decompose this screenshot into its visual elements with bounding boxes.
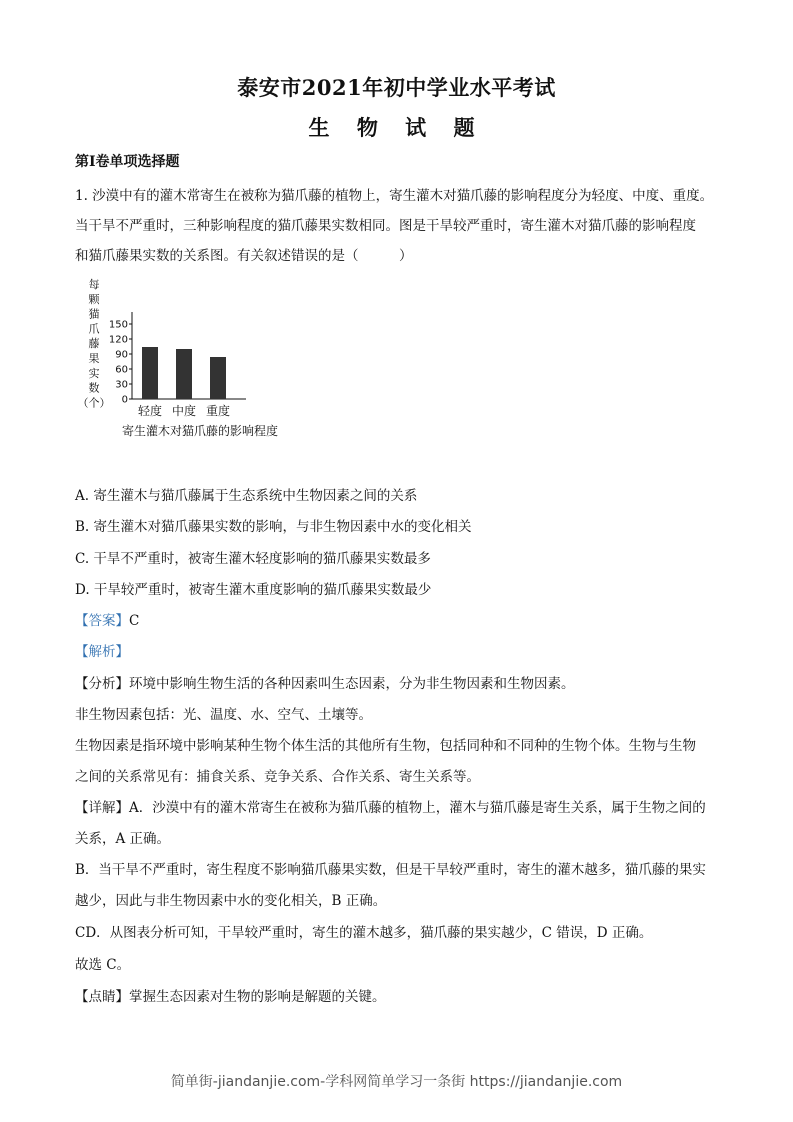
y-tick-label: 90 xyxy=(115,349,128,361)
dianjing-tag: 【点睛】 xyxy=(75,989,129,1005)
answer-tag: 【答案】 xyxy=(75,613,129,629)
detail-line-3: B．当干旱不严重时，寄生程度不影响猫爪藤果实数，但是干旱较严重时，寄生的灌木越多，猫爪藤的果实 xyxy=(75,862,706,878)
y-tick-label: 30 xyxy=(115,379,128,391)
xiangjie-tag: 【详解】 xyxy=(75,800,129,816)
y-axis-label-char: 实 xyxy=(88,366,100,380)
detail-line-1 xyxy=(75,796,706,816)
x-tick-label: 轻度 xyxy=(137,404,163,418)
bar xyxy=(142,347,158,399)
option-c: C. 干旱不严重时，被寄生灌木轻度影响的猫爪藤果实数最多 xyxy=(75,551,431,567)
analysis-line-4: 之间的关系常见有：捕食关系、竞争关系、合作关系、寄生关系等。 xyxy=(75,769,480,785)
y-axis-label-char: 数 xyxy=(88,381,100,395)
y-axis-label-char: 爪 xyxy=(88,322,100,336)
y-tick-label: 150 xyxy=(108,319,128,331)
analysis-fenxi xyxy=(75,672,575,692)
option-d: D. 干旱较严重时，被寄生灌木重度影响的猫爪藤果实数最少 xyxy=(75,582,432,598)
y-axis-label-char: 藤 xyxy=(88,337,100,351)
question-line-3: 和猫爪藤果实数的关系图。有关叙述错误的是（ ） xyxy=(75,248,413,264)
dianjing-text: 掌握生态因素对生物的影响是解题的关键。 xyxy=(129,989,386,1005)
section-heading: 第Ⅰ卷单项选择题 xyxy=(75,154,180,170)
bar xyxy=(210,357,226,399)
x-axis-title: 寄生灌木对猫爪藤的影响程度 xyxy=(121,424,279,438)
footer-watermark: 简单街-jiandanjie.com-学科网简单学习一条街 https://jiandanjie.com xyxy=(170,1074,623,1090)
analysis-tag: 【解析】 xyxy=(75,644,129,660)
dianjing-line xyxy=(75,985,386,1005)
y-axis-label-char: 猫 xyxy=(88,307,100,321)
detail-line-4: 越少，因此与非生物因素中水的变化相关，B 正确。 xyxy=(75,893,387,909)
fenxi-tag: 【分析】 xyxy=(75,676,129,692)
exam-subtitle: 生 物 试 题 xyxy=(308,115,485,140)
detail-text-1: A．沙漠中有的灌木常寄生在被称为猫爪藤的植物上，灌木与猫爪藤是寄生关系，属于生物之间的 xyxy=(129,800,706,816)
fenxi-text: 环境中影响生物生活的各种因素叫生态因素，分为非生物因素和生物因素。 xyxy=(129,676,575,692)
y-tick-label: 120 xyxy=(108,334,128,346)
y-axis-label-char: 果 xyxy=(88,352,100,365)
y-axis-label-char: 每 xyxy=(88,278,100,291)
bar-chart xyxy=(70,272,290,442)
x-tick-label: 重度 xyxy=(205,404,231,418)
y-axis-label-char: （个） xyxy=(77,396,111,410)
answer-value: C xyxy=(129,613,140,629)
x-tick-label: 中度 xyxy=(171,404,197,418)
option-b: B. 寄生灌木对猫爪藤果实数的影响，与非生物因素中水的变化相关 xyxy=(75,519,472,535)
y-tick-label: 60 xyxy=(115,364,128,376)
detail-line-6: 故选 C。 xyxy=(75,957,131,973)
detail-line-5: CD．从图表分析可知，干旱较严重时，寄生的灌木越多，猫爪藤的果实越少，C 错误，D 正确。 xyxy=(75,925,653,941)
detail-line-2: 关系，A 正确。 xyxy=(75,831,171,847)
option-a: A. 寄生灌木与猫爪藤属于生态系统中生物因素之间的关系 xyxy=(75,488,418,504)
y-axis-label-char: 颗 xyxy=(88,292,100,306)
bar xyxy=(176,349,192,399)
question-line-1: 1. 沙漠中有的灌木常寄生在被称为猫爪藤的植物上，寄生灌木对猫爪藤的影响程度分为轻度、中度、重度。 xyxy=(75,188,714,204)
question-line-2: 当干旱不严重时，三种影响程度的猫爪藤果实数相同。图是干旱较严重时，寄生灌木对猫爪藤的影响程度 xyxy=(75,218,696,234)
y-tick-label: 0 xyxy=(121,394,128,406)
exam-title: 泰安市2021年初中学业水平考试 xyxy=(237,75,556,100)
answer-line xyxy=(75,609,139,629)
bar-chart-svg xyxy=(70,272,290,442)
analysis-line-3: 生物因素是指环境中影响某种生物个体生活的其他所有生物，包括同种和不同种的生物个体。生物与生物 xyxy=(75,738,696,754)
analysis-line-2: 非生物因素包括：光、温度、水、空气、土壤等。 xyxy=(75,707,372,723)
